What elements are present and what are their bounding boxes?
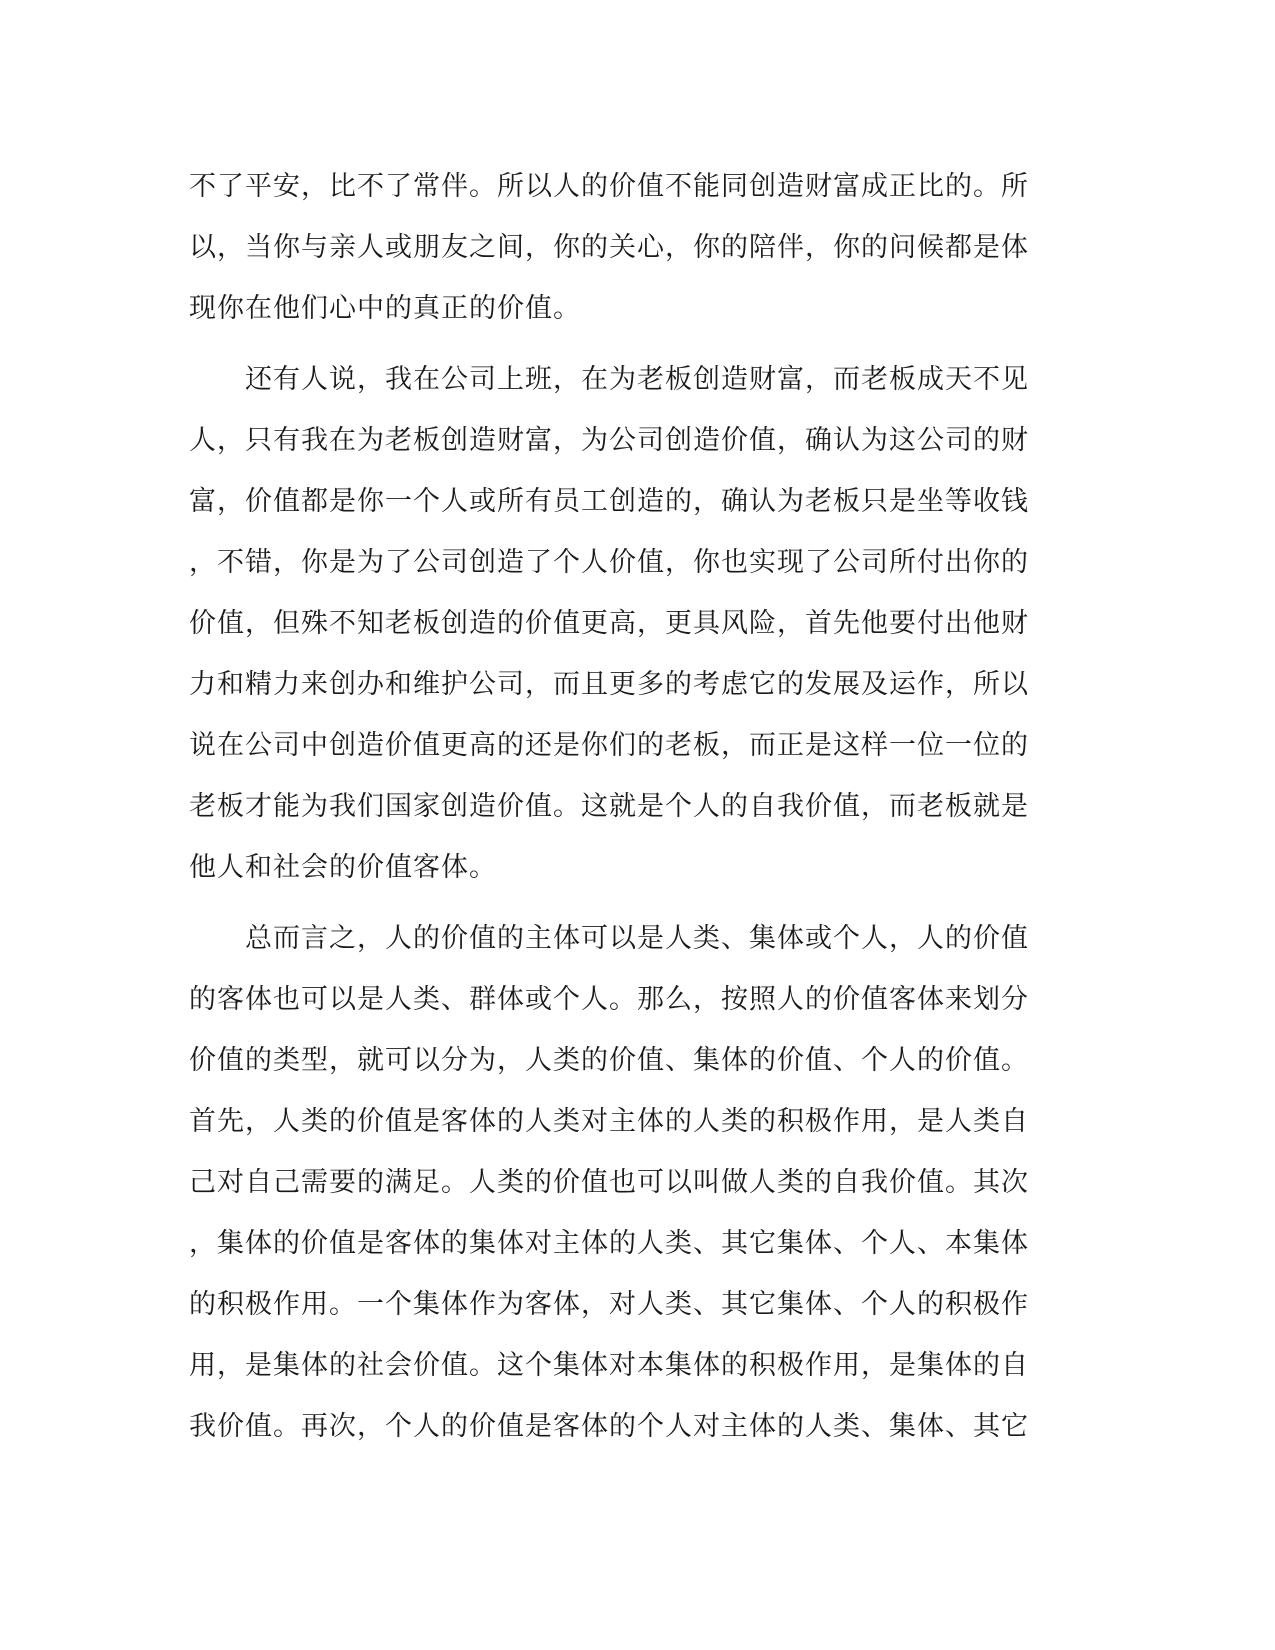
text-line: 人，只有我在为老板创造财富，为公司创造价值，确认为这公司的财 (189, 425, 1029, 456)
text-line: 富，价值都是你一个人或所有员工创造的，确认为老板只是坐等收钱 (189, 486, 1029, 517)
text-line: 总而言之，人的价值的主体可以是人类、集体或个人，人的价值 (189, 923, 1029, 954)
text-line: 价值，但殊不知老板创造的价值更高，更具风险，首先他要付出他财 (189, 608, 1029, 639)
paragraph-3 (189, 908, 1069, 1457)
paragraph-2 (189, 349, 1069, 898)
text-line: 己对自己需要的满足。人类的价值也可以叫做人类的自我价值。其次 (189, 1167, 1029, 1198)
body-text (189, 156, 1069, 1467)
text-line: 价值的类型，就可以分为，人类的价值、集体的价值、个人的价值。 (189, 1045, 1029, 1076)
text-line: 的客体也可以是人类、群体或个人。那么，按照人的价值客体来划分 (189, 984, 1029, 1015)
text-line: 我价值。再次，个人的价值是客体的个人对主体的人类、集体、其它 (189, 1411, 1029, 1442)
text-line: 不了平安，比不了常伴。所以人的价值不能同创造财富成正比的。所 (189, 171, 1029, 202)
text-line: 老板才能为我们国家创造价值。这就是个人的自我价值，而老板就是 (189, 791, 1029, 822)
text-line: 首先，人类的价值是客体的人类对主体的人类的积极作用，是人类自 (189, 1106, 1029, 1137)
text-line: 他人和社会的价值客体。 (189, 852, 497, 883)
text-line: 说在公司中创造价值更高的还是你们的老板，而正是这样一位一位的 (189, 730, 1029, 761)
text-line: 用，是集体的社会价值。这个集体对本集体的积极作用，是集体的自 (189, 1350, 1029, 1381)
paragraph-1 (189, 156, 1069, 339)
text-line: 以，当你与亲人或朋友之间，你的关心，你的陪伴，你的问候都是体 (189, 232, 1029, 263)
text-line: 的积极作用。一个集体作为客体，对人类、其它集体、个人的积极作 (189, 1289, 1029, 1320)
text-line: ，集体的价值是客体的集体对主体的人类、其它集体、个人、本集体 (189, 1228, 1029, 1259)
text-line: 现你在他们心中的真正的价值。 (189, 293, 581, 324)
text-line: 还有人说，我在公司上班，在为老板创造财富，而老板成天不见 (189, 364, 1029, 395)
text-line: ，不错，你是为了公司创造了个人价值，你也实现了公司所付出你的 (189, 547, 1029, 578)
text-line: 力和精力来创办和维护公司，而且更多的考虑它的发展及运作，所以 (189, 669, 1029, 700)
